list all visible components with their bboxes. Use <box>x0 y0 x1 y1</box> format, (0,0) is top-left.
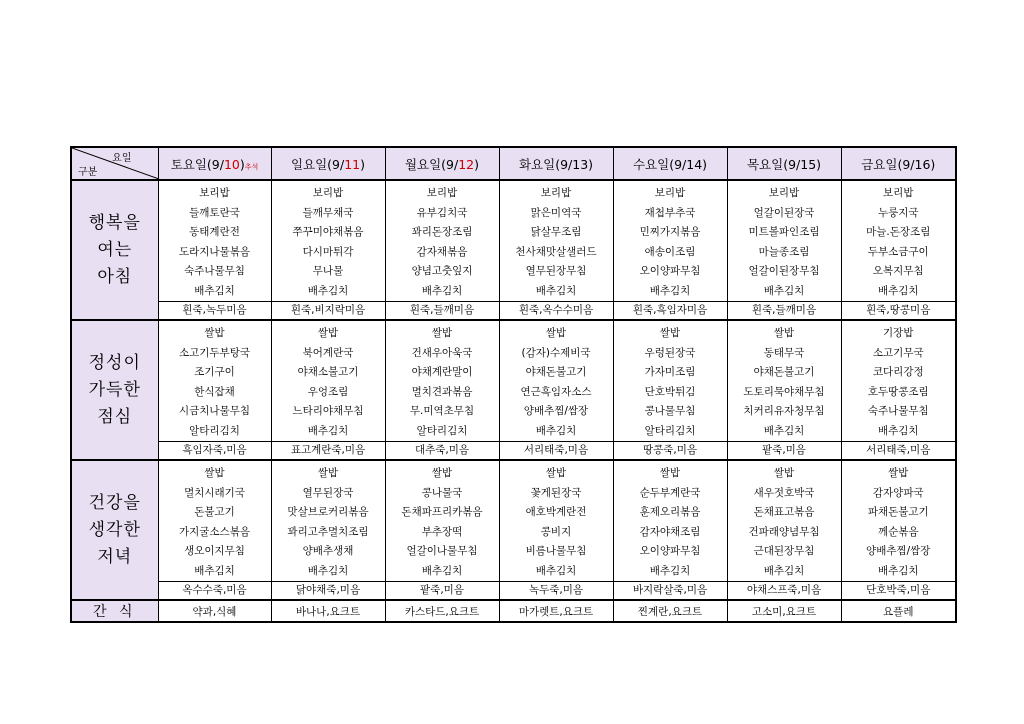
section-label-line: 여는 <box>97 239 133 260</box>
porridge-item: 팥죽,미음 <box>727 442 841 461</box>
porridge-item: 옥수수죽,미음 <box>158 582 271 601</box>
section-label-line: 가득한 <box>88 379 141 400</box>
menu-item: 배추김치 <box>763 284 805 297</box>
lunch-day-cell <box>727 320 841 442</box>
snack-item: 찐계란,요크트 <box>613 600 727 622</box>
menu-item: 배추김치 <box>307 564 349 577</box>
porridge-item: 땅콩죽,미음 <box>613 442 727 461</box>
menu-item: 오이양파무침 <box>639 265 701 277</box>
menu-item: 양배추생채 <box>302 545 354 557</box>
menu-item: 민찌가지볶음 <box>639 226 701 238</box>
day-date-highlight: 12 <box>458 156 475 172</box>
menu-item: 가자미조림 <box>644 366 696 378</box>
menu-item: 알타리김치 <box>189 424 240 437</box>
breakfast-day-cell <box>385 180 499 302</box>
menu-item: 소고기두부탕국 <box>178 346 250 359</box>
porridge-item: 팥죽,미음 <box>385 582 499 601</box>
section-label-line: 건강을 <box>88 492 141 513</box>
lunch-porridge-row <box>71 442 956 461</box>
menu-item: 닭살무조림 <box>530 226 582 238</box>
snack-item: 바나나,요크트 <box>271 600 385 622</box>
porridge-item: 표고계란죽,미음 <box>271 442 385 461</box>
porridge-item: 흰죽,비지락미음 <box>271 302 385 321</box>
porridge-item: 녹두죽,미음 <box>499 582 613 601</box>
porridge-item: 흰죽,옥수수미음 <box>499 302 613 321</box>
lunch-menu-row <box>71 320 956 442</box>
menu-item: 배추김치 <box>535 284 577 297</box>
menu-item: 가지굴소스볶음 <box>178 525 250 538</box>
menu-item: 쌀밥 <box>888 467 909 479</box>
menu-item: 감자채볶음 <box>416 245 468 258</box>
menu-item: 단호박튀김 <box>644 385 696 398</box>
menu-item: 애호박계란전 <box>525 506 587 518</box>
menu-item: 동태무국 <box>763 346 805 359</box>
menu-item: 천사채맛살샐러드 <box>515 245 597 258</box>
header-row <box>71 147 956 180</box>
porridge-item: 흰죽,들깨미음 <box>385 302 499 321</box>
day-header <box>385 147 499 180</box>
menu-item: 근대된장무침 <box>753 545 815 557</box>
menu-item: 멸치견과볶음 <box>411 385 473 398</box>
menu-item: 배추김치 <box>877 564 919 577</box>
menu-item: 얼갈이된장국 <box>753 206 815 219</box>
lunch-day-cell <box>499 320 613 442</box>
breakfast-day-cell <box>613 180 727 302</box>
menu-item: 양념고춧잎지 <box>411 265 473 277</box>
menu-item: 께순볶음 <box>877 525 919 538</box>
snack-item: 카스타드,요크트 <box>385 600 499 622</box>
menu-item: 생오이지무침 <box>184 545 245 557</box>
day-date-highlight: 10 <box>223 156 240 172</box>
lunch-day-cell <box>271 320 385 442</box>
menu-item: 배추김치 <box>877 284 919 297</box>
menu-item: 재첩부추국 <box>644 206 696 219</box>
dinner-day-cell <box>613 460 727 582</box>
day-text: 목요일(9/15) <box>746 156 822 172</box>
porridge-item: 흰죽,들깨미음 <box>727 302 841 321</box>
menu-item: 코다리강정 <box>872 366 924 378</box>
corner-day-label: 요일 <box>112 153 132 164</box>
menu-item: 들깨무채국 <box>302 206 354 219</box>
menu-item: 쭈꾸미야채볶음 <box>292 226 364 238</box>
menu-item: 배추김치 <box>307 284 349 297</box>
menu-item: (감자)수제비국 <box>521 346 591 359</box>
breakfast-porridge-row <box>71 302 956 321</box>
snack-item: 약과,식혜 <box>158 600 271 622</box>
menu-item: 들깨토란국 <box>189 206 240 219</box>
menu-item: 무나물 <box>312 265 344 277</box>
menu-item: 쌀밥 <box>317 327 339 339</box>
day-text: 월요일(9/ <box>404 156 459 172</box>
dinner-day-cell <box>158 460 271 582</box>
corner-cell <box>71 147 158 180</box>
menu-item: 콩나물국 <box>421 486 463 499</box>
menu-item: 도라지나물볶음 <box>178 245 250 258</box>
menu-item: 멸치시래기국 <box>184 486 245 499</box>
breakfast-label <box>71 180 158 320</box>
menu-item: 배추김치 <box>421 564 463 577</box>
menu-item: 호두땅콩조림 <box>867 385 929 398</box>
menu-item: 마늘종조림 <box>758 245 810 258</box>
snack-item: 마가렛트,요크트 <box>499 600 613 622</box>
menu-item: 숙주나물무침 <box>184 265 245 277</box>
menu-item: 두부소금구이 <box>867 245 929 258</box>
menu-item: 배추김치 <box>535 424 577 437</box>
menu-item: 열무된장무침 <box>525 265 587 277</box>
menu-item: 우엉조림 <box>307 385 349 398</box>
day-header <box>158 147 271 180</box>
breakfast-day-cell <box>727 180 841 302</box>
corner-category-label: 구분 <box>78 167 98 178</box>
menu-item: 양배추찜/쌈장 <box>866 545 931 557</box>
menu-item: 배추김치 <box>421 284 463 297</box>
menu-item: 숙주나물무침 <box>867 405 929 417</box>
day-header <box>841 147 956 180</box>
menu-item: 감자야채조림 <box>639 525 701 538</box>
menu-item: 치커리유자청무침 <box>743 405 825 417</box>
menu-item: 야채돈불고기 <box>525 366 587 378</box>
section-label-line: 아침 <box>97 266 133 287</box>
menu-item: 건새우아욱국 <box>411 346 473 359</box>
porridge-item: 단호박죽,미음 <box>841 582 956 601</box>
menu-item: 돈채표고볶음 <box>753 506 815 518</box>
lunch-label <box>71 320 158 460</box>
menu-item: 쌀밥 <box>773 467 795 479</box>
porridge-item: 흰죽,흑임자미음 <box>613 302 727 321</box>
menu-item: 배추김치 <box>649 564 691 577</box>
lunch-day-cell <box>841 320 956 442</box>
dinner-day-cell <box>271 460 385 582</box>
menu-item: 꽈리고추멸치조림 <box>287 525 369 538</box>
menu-item: 느타리야채무침 <box>292 405 364 417</box>
menu-item: 건파래양념무침 <box>748 525 820 538</box>
menu-item: 맛살브로커리볶음 <box>287 506 369 518</box>
day-text: 수요일(9/14) <box>632 156 708 172</box>
menu-item: 콩비지 <box>540 525 572 538</box>
menu-item: 콩나물무침 <box>644 405 696 417</box>
dinner-day-cell <box>841 460 956 582</box>
menu-item: 오이양파무침 <box>639 545 701 557</box>
breakfast-menu-row <box>71 180 956 302</box>
menu-item: 기장밥 <box>883 327 914 339</box>
porridge-item: 서리태죽,미음 <box>841 442 956 461</box>
day-header <box>613 147 727 180</box>
menu-item: 보리밥 <box>426 187 458 199</box>
porridge-item: 서리태죽,미음 <box>499 442 613 461</box>
menu-item: 돈불고기 <box>194 506 235 518</box>
holiday-note: 추석 <box>244 162 259 171</box>
day-text: 화요일(9/13) <box>518 156 594 172</box>
menu-item: 배추김치 <box>307 424 349 437</box>
menu-item: 쌀밥 <box>773 327 795 339</box>
menu-item: 양배추찜/쌈장 <box>523 405 589 417</box>
breakfast-day-cell <box>499 180 613 302</box>
breakfast-day-cell <box>158 180 271 302</box>
day-text-close: ) <box>239 156 245 172</box>
menu-item: 쌀밥 <box>431 327 453 339</box>
menu-item: 돈채파프리카볶음 <box>401 506 483 518</box>
dinner-label <box>71 460 158 600</box>
porridge-item: 흰죽,녹두미음 <box>158 302 271 321</box>
menu-item: 보리밥 <box>540 187 572 199</box>
menu-item: 배추김치 <box>535 564 577 577</box>
dinner-day-cell <box>499 460 613 582</box>
menu-item: 쌀밥 <box>659 467 681 479</box>
menu-item: 얼갈이된장무침 <box>748 265 820 277</box>
menu-item: 순두부계란국 <box>639 486 701 499</box>
snack-label: 간 식 <box>71 600 158 622</box>
menu-item: 배추김치 <box>763 564 805 577</box>
day-text-close: ) <box>360 156 366 172</box>
menu-item: 꽃게된장국 <box>530 486 582 499</box>
menu-item: 감자양파국 <box>872 486 924 499</box>
menu-item: 한식잡채 <box>194 385 235 398</box>
menu-item: 보리밥 <box>654 187 686 199</box>
menu-item: 열무된장국 <box>302 486 354 499</box>
breakfast-day-cell <box>271 180 385 302</box>
lunch-day-cell <box>158 320 271 442</box>
menu-item: 야채계란말이 <box>411 366 473 378</box>
day-text: 금요일(9/16) <box>861 156 936 172</box>
menu-item: 오복지무침 <box>872 265 924 277</box>
snack-row <box>71 600 956 622</box>
menu-item: 보리밥 <box>883 187 914 199</box>
menu-item: 배추김치 <box>877 424 919 437</box>
menu-item: 보리밥 <box>199 187 230 199</box>
menu-item: 부추장떡 <box>421 525 463 538</box>
section-label-line: 점심 <box>97 406 133 427</box>
day-header <box>499 147 613 180</box>
snack-item: 요플레 <box>841 600 956 622</box>
day-header <box>271 147 385 180</box>
menu-item: 우렁된장국 <box>644 346 696 359</box>
menu-item: 훈제오리볶음 <box>639 506 701 518</box>
menu-item: 유부김치국 <box>416 206 468 219</box>
menu-item: 알타리김치 <box>416 424 468 437</box>
menu-item: 쌀밥 <box>204 327 225 339</box>
menu-item: 누룽지국 <box>877 206 919 219</box>
menu-item: 쌀밥 <box>545 327 567 339</box>
menu-item: 조기구이 <box>194 366 235 378</box>
porridge-item: 바지락살죽,미음 <box>613 582 727 601</box>
section-label-line: 저녁 <box>97 546 133 567</box>
menu-item: 미트볼파인조림 <box>748 226 820 238</box>
lunch-day-cell <box>385 320 499 442</box>
menu-item: 비름나물무침 <box>525 545 587 557</box>
lunch-day-cell <box>613 320 727 442</box>
menu-item: 동태계란전 <box>189 226 240 238</box>
dinner-menu-row <box>71 460 956 582</box>
menu-item: 마늘.돈장조림 <box>866 226 931 238</box>
menu-item: 파채돈불고기 <box>867 506 929 518</box>
menu-item: 보리밥 <box>312 187 344 199</box>
menu-item: 쌀밥 <box>545 467 567 479</box>
menu-item: 쌀밥 <box>431 467 453 479</box>
snack-item: 고소미,요크트 <box>727 600 841 622</box>
section-label-line: 생각한 <box>88 519 141 540</box>
menu-item: 야채돈불고기 <box>753 366 815 378</box>
menu-table <box>70 146 957 623</box>
menu-item: 무.미역초무침 <box>409 405 475 417</box>
menu-item: 북어계란국 <box>302 346 354 359</box>
day-text-close: ) <box>474 156 480 172</box>
day-date-highlight: 11 <box>344 156 361 172</box>
section-label-line: 정성이 <box>88 352 141 373</box>
menu-item: 연근흑임자소스 <box>520 385 592 398</box>
menu-item: 쌀밥 <box>317 467 339 479</box>
day-text: 일요일(9/ <box>290 156 345 172</box>
menu-item: 도토리묵야채무침 <box>743 385 825 398</box>
breakfast-day-cell <box>841 180 956 302</box>
day-text: 토요일(9/ <box>170 156 224 172</box>
menu-item: 쌀밥 <box>659 327 681 339</box>
porridge-item: 야채스프죽,미음 <box>727 582 841 601</box>
porridge-item: 닭야채죽,미음 <box>271 582 385 601</box>
menu-item: 소고기무국 <box>872 346 924 359</box>
porridge-item: 흰죽,땅콩미음 <box>841 302 956 321</box>
menu-item: 쌀밥 <box>204 467 225 479</box>
menu-item: 애송이조림 <box>644 245 696 258</box>
dinner-day-cell <box>385 460 499 582</box>
weekly-meal-menu <box>70 146 955 623</box>
menu-item: 꽈리돈장조림 <box>411 226 473 238</box>
menu-item: 배추김치 <box>649 284 691 297</box>
menu-item: 배추김치 <box>194 284 235 297</box>
menu-item: 보리밥 <box>768 187 800 199</box>
menu-item: 새우젓호박국 <box>753 486 815 499</box>
dinner-porridge-row <box>71 582 956 601</box>
section-label-line: 행복을 <box>88 212 141 233</box>
menu-item: 맑은미역국 <box>530 206 582 219</box>
menu-item: 다시마튀각 <box>302 245 354 258</box>
day-header <box>727 147 841 180</box>
menu-item: 시금치나물무침 <box>178 405 250 417</box>
porridge-item: 대추죽,미음 <box>385 442 499 461</box>
dinner-day-cell <box>727 460 841 582</box>
menu-item: 얼갈이나물무침 <box>406 545 478 557</box>
porridge-item: 흑임자죽,미음 <box>158 442 271 461</box>
menu-item: 야채소불고기 <box>297 366 359 378</box>
menu-item: 배추김치 <box>194 564 235 577</box>
menu-item: 알타리김치 <box>644 424 696 437</box>
menu-item: 배추김치 <box>763 424 805 437</box>
